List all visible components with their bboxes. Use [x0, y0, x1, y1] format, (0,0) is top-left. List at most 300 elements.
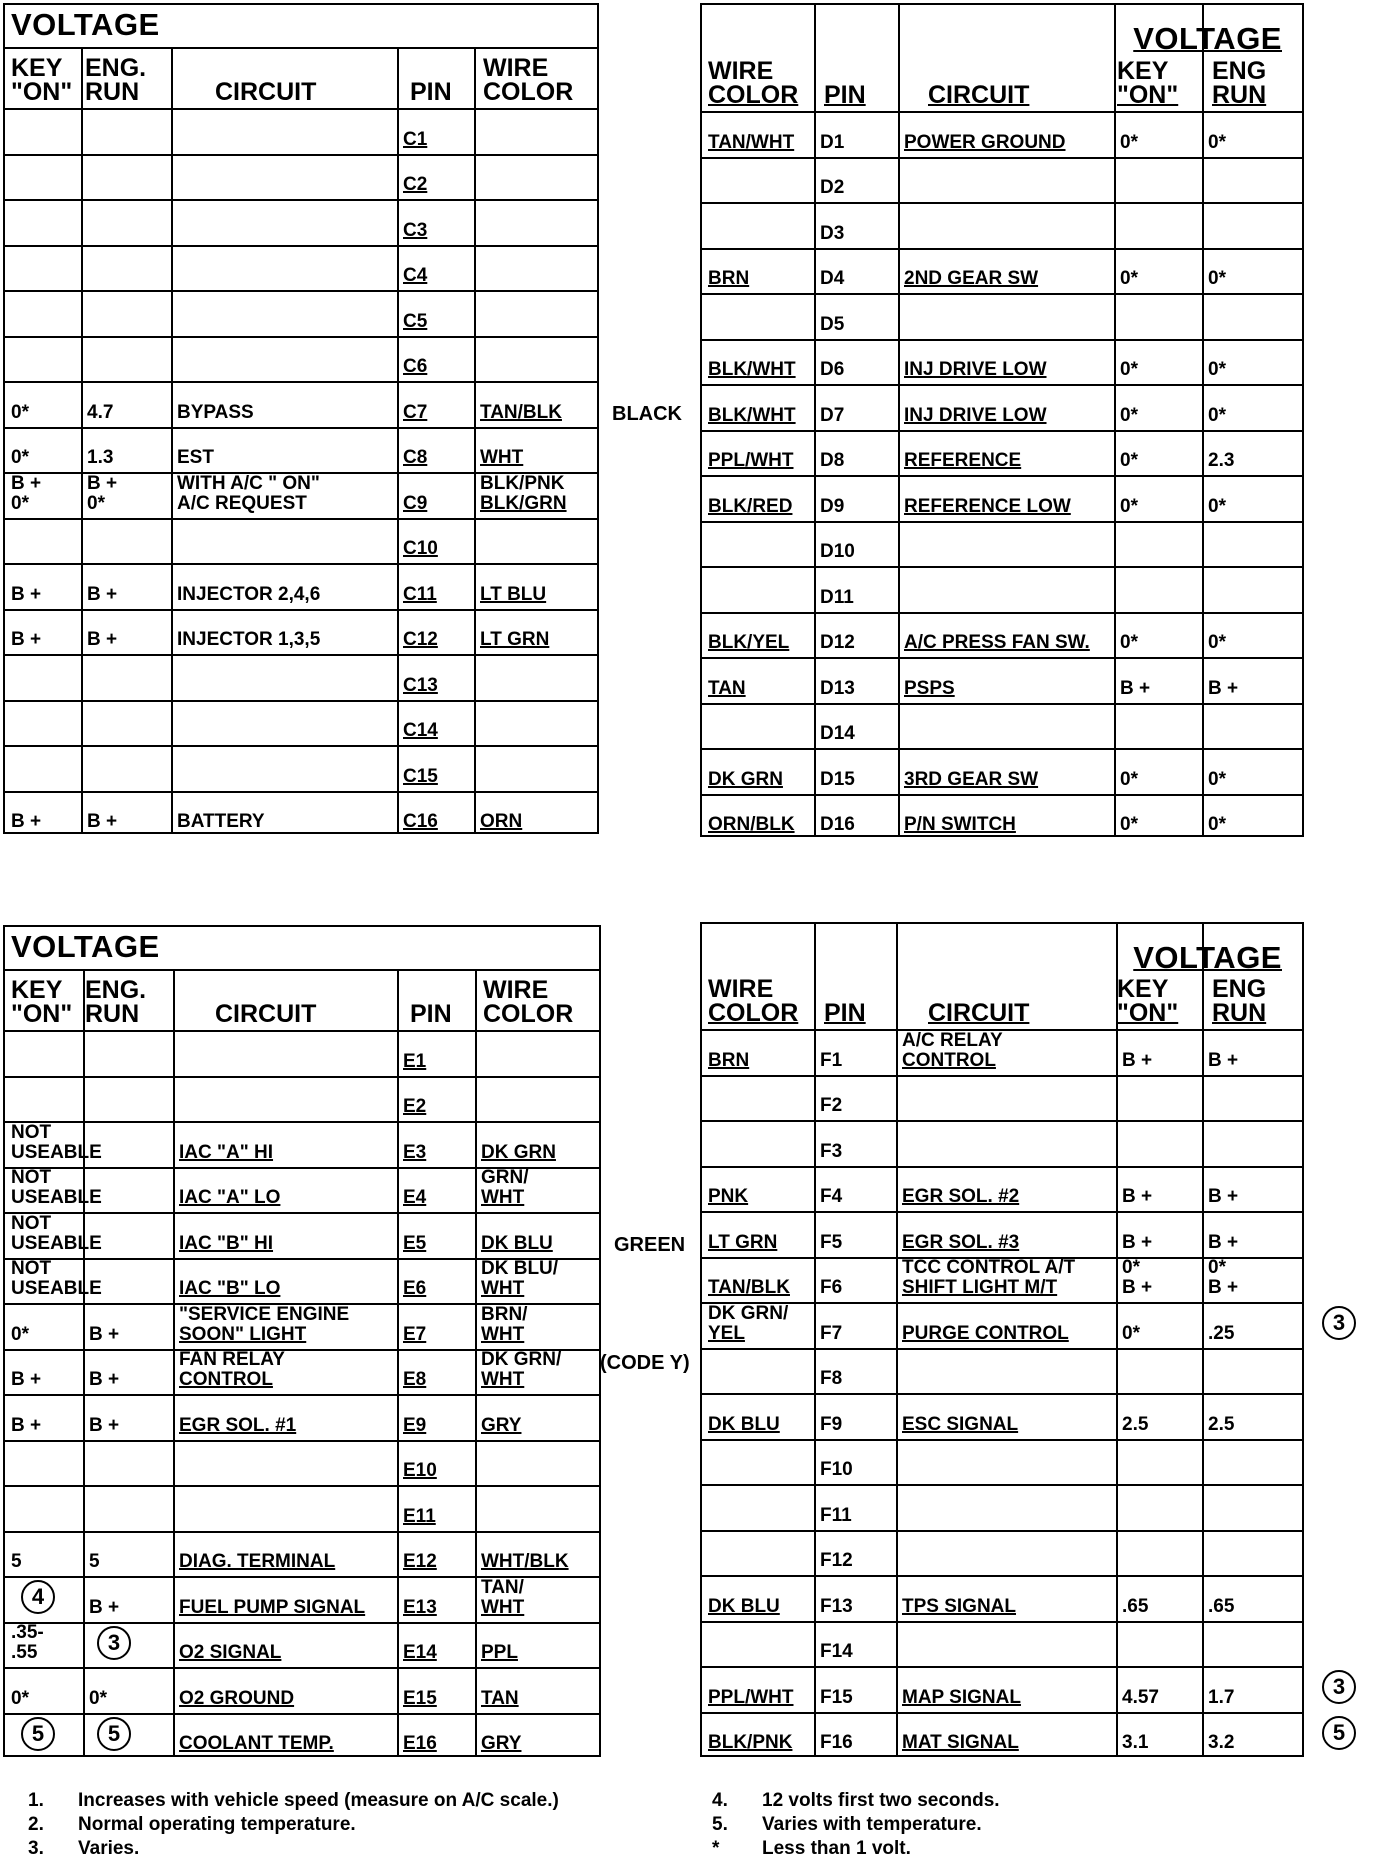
cell-line: 5 — [89, 1551, 100, 1572]
column-divider — [81, 47, 83, 832]
cell-pin — [403, 403, 427, 423]
cell-wire — [481, 1578, 524, 1618]
cell-wire — [708, 1187, 748, 1207]
cell-key — [1122, 1688, 1159, 1708]
cell-run — [89, 1552, 100, 1572]
cell-run — [89, 1598, 119, 1618]
cell-key — [11, 1168, 102, 1208]
header-label: PIN — [824, 999, 866, 1027]
cell-line: D15 — [820, 768, 855, 790]
cell-line: LT BLU — [480, 583, 547, 605]
cell-line: "SERVICE ENGINE — [179, 1303, 350, 1325]
cell-key — [11, 403, 29, 423]
cell-pin — [403, 1598, 437, 1618]
cell-line: E7 — [403, 1323, 427, 1345]
cell-line: B + — [1122, 1231, 1153, 1253]
cell-key — [11, 1416, 41, 1436]
cell-line: IAC "B" LO — [179, 1278, 281, 1299]
header-label: WIRE — [483, 54, 549, 82]
cell-line: YEL — [708, 1322, 745, 1344]
cell-line: PPL/WHT — [708, 1686, 794, 1708]
footnote-text: Increases with vehicle speed (measure on A/C scale.) — [78, 1790, 559, 1811]
cell-line: TCC CONTROL A/T — [902, 1257, 1076, 1278]
cell-line: 0* — [1120, 450, 1138, 471]
row-divider — [702, 339, 1302, 341]
cell-key — [1120, 360, 1138, 380]
cell-circuit — [179, 1143, 273, 1163]
column-divider — [397, 969, 399, 1755]
cell-line: D12 — [820, 632, 855, 653]
cell-circuit — [902, 1324, 1069, 1344]
cell-line: BRN/ — [481, 1303, 528, 1325]
cell-wire — [481, 1234, 553, 1254]
cell-line: USEABLE — [11, 1187, 102, 1208]
cell-pin — [820, 1369, 842, 1389]
cell-circuit — [904, 451, 1021, 471]
header-label: KEY — [11, 54, 63, 82]
cell-line: B + — [11, 629, 42, 650]
cell-line: P/N SWITCH — [904, 814, 1016, 835]
row-divider — [5, 654, 597, 656]
cell-pin — [403, 1461, 437, 1481]
cell-wire — [708, 1278, 790, 1298]
cell-run — [1208, 1187, 1238, 1207]
header-label: ENG. — [85, 54, 147, 82]
row-divider — [5, 1076, 599, 1078]
cell-line: 2ND GEAR SW — [904, 268, 1039, 289]
column-divider — [896, 924, 898, 1755]
cell-line: ESC SIGNAL — [902, 1413, 1019, 1435]
cell-pin — [403, 1052, 426, 1072]
cell-key — [11, 630, 41, 650]
cell-wire — [708, 133, 794, 153]
cell-line: 2.5 — [1208, 1413, 1235, 1435]
column-divider — [898, 5, 900, 835]
cell-wire — [480, 474, 567, 514]
cell-line: SOON" LIGHT — [179, 1323, 307, 1345]
cell-line: .65 — [1208, 1595, 1235, 1617]
cell-line: O2 SIGNAL — [179, 1642, 282, 1663]
cell-pin — [820, 542, 855, 562]
cell-pin — [820, 1233, 842, 1253]
cell-line: 0* — [1120, 404, 1138, 426]
cell-run — [1208, 1258, 1238, 1298]
footnote-number: 3. — [28, 1838, 44, 1859]
cell-key — [1122, 1051, 1152, 1071]
cell-line: C6 — [403, 356, 428, 377]
cell-line: 0* — [1208, 768, 1226, 790]
cell-run — [89, 1370, 119, 1390]
cell-pin — [403, 494, 427, 514]
cell-line: .35- — [11, 1622, 44, 1643]
cell-line: IAC "A" LO — [179, 1187, 281, 1208]
row-divider — [702, 1712, 1302, 1714]
cell-line: B + — [11, 1369, 42, 1390]
header-label: KEY — [1117, 975, 1169, 1003]
cell-line: 3.1 — [1122, 1732, 1149, 1753]
cell-line: C8 — [403, 447, 428, 468]
cell-line: B + — [11, 1414, 42, 1436]
cell-run — [1208, 1597, 1234, 1617]
row-divider — [702, 1075, 1302, 1077]
cell-pin — [820, 1460, 853, 1480]
cell-line: F12 — [820, 1550, 853, 1571]
cell-circuit — [904, 406, 1047, 426]
cell-line: B + — [11, 472, 42, 494]
header-label: WIRE — [708, 975, 774, 1003]
cell-circuit — [177, 812, 265, 832]
cell-line: E13 — [403, 1596, 437, 1618]
cell-line: D4 — [820, 268, 845, 289]
cell-line: 0* — [1208, 268, 1226, 289]
cell-line: B + — [11, 583, 42, 605]
row-divider — [5, 791, 597, 793]
cell-run — [1208, 1051, 1238, 1071]
cell-line: D7 — [820, 404, 845, 426]
cell-line: GRN/ — [481, 1167, 529, 1188]
cell-line: COOLANT TEMP. — [179, 1733, 334, 1754]
cell-line: EGR SOL. #1 — [179, 1414, 297, 1436]
cell-line: B + — [89, 1596, 120, 1618]
cell-line: C7 — [403, 401, 428, 423]
cell-key — [1122, 1415, 1148, 1435]
cell-line: F6 — [820, 1277, 843, 1298]
row-divider — [5, 563, 597, 565]
cell-line: C1 — [403, 128, 428, 150]
row-divider — [5, 245, 597, 247]
cell-pin — [820, 1733, 853, 1753]
cell-pin — [403, 221, 427, 241]
connector-color-black: BLACK — [612, 403, 682, 425]
note-circle: 5 — [21, 1717, 55, 1751]
cell-line: DK BLU — [708, 1595, 780, 1617]
cell-circuit — [179, 1643, 281, 1663]
cell-pin — [820, 1096, 842, 1116]
header-label: CIRCUIT — [215, 78, 317, 106]
cell-run — [1208, 133, 1226, 153]
cell-line: B + — [87, 583, 118, 605]
column-divider — [1202, 5, 1204, 835]
cell-pin — [820, 315, 844, 335]
header-label: RUN — [1212, 81, 1267, 109]
cell-pin — [403, 1689, 437, 1709]
cell-pin — [820, 1688, 853, 1708]
cell-line: EGR SOL. #3 — [902, 1231, 1020, 1253]
cell-circuit — [177, 585, 320, 605]
header-label: "ON" — [1117, 999, 1179, 1027]
cell-key — [11, 448, 29, 468]
cell-key — [1120, 269, 1138, 289]
row-divider — [702, 248, 1302, 250]
cell-key — [1120, 497, 1138, 517]
header-label: RUN — [85, 1000, 140, 1028]
cell-line: MAT SIGNAL — [902, 1732, 1019, 1753]
cell-line: INJ DRIVE LOW — [904, 404, 1047, 426]
row-divider — [702, 475, 1302, 477]
cell-line: WITH A/C " ON" — [177, 472, 320, 494]
row-divider — [702, 703, 1302, 705]
row-divider — [702, 1348, 1302, 1350]
cell-pin — [403, 1097, 426, 1117]
cell-line: C16 — [403, 811, 438, 832]
note-circle: 3 — [1322, 1670, 1356, 1704]
cell-run — [87, 403, 113, 423]
cell-circuit — [177, 474, 320, 514]
cell-pin — [820, 1642, 853, 1662]
cell-line: INJECTOR 1,3,5 — [177, 629, 321, 650]
cell-pin — [403, 448, 427, 468]
cell-line: WHT — [481, 1596, 525, 1618]
cell-key — [11, 474, 41, 514]
cell-line: .25 — [1208, 1322, 1235, 1344]
connector-c-table — [3, 3, 599, 834]
title-divider — [5, 969, 599, 971]
cell-circuit — [179, 1234, 273, 1254]
footnote-number: * — [712, 1838, 720, 1859]
row-divider — [702, 1530, 1302, 1532]
cell-wire — [481, 1259, 558, 1299]
cell-key — [1120, 133, 1138, 153]
header-label: "ON" — [11, 78, 73, 106]
header-label: COLOR — [483, 1000, 574, 1028]
cell-pin — [820, 1506, 852, 1526]
cell-line: ORN — [480, 811, 523, 832]
cell-run — [1208, 1233, 1238, 1253]
connector-color-green: GREEN — [614, 1234, 686, 1256]
row-divider — [5, 336, 597, 338]
cell-line: BLK/PNK — [480, 472, 565, 494]
footnote-text: Normal operating temperature. — [78, 1814, 356, 1835]
note-circle: 3 — [1322, 1306, 1356, 1340]
cell-key — [1120, 679, 1150, 699]
footnote-text: 12 volts first two seconds. — [762, 1790, 1000, 1811]
cell-line: E12 — [403, 1551, 437, 1572]
cell-pin — [403, 1234, 426, 1254]
cell-line: E16 — [403, 1733, 437, 1754]
cell-line: D2 — [820, 177, 845, 198]
cell-line: DIAG. TERMINAL — [179, 1551, 336, 1572]
cell-pin — [820, 815, 855, 835]
cell-line: B + — [1122, 1277, 1153, 1298]
footnote-text: Varies with temperature. — [762, 1814, 982, 1835]
cell-wire — [708, 815, 795, 835]
cell-line: A/C REQUEST — [177, 492, 307, 514]
voltage-title: VOLTAGE — [11, 7, 160, 42]
cell-pin — [403, 676, 438, 696]
cell-line: C15 — [403, 765, 438, 787]
cell-line: GRY — [481, 1414, 522, 1436]
cell-run — [1208, 497, 1226, 517]
cell-pin — [820, 588, 854, 608]
cell-line: C12 — [403, 629, 438, 650]
cell-line: B + — [1208, 1186, 1239, 1207]
cell-line: F9 — [820, 1413, 843, 1435]
cell-pin — [820, 1187, 842, 1207]
cell-line: BLK/GRN — [480, 492, 567, 514]
column-divider — [83, 969, 85, 1755]
cell-wire — [708, 1233, 777, 1253]
cell-line: USEABLE — [11, 1232, 102, 1254]
row-divider — [5, 427, 597, 429]
cell-line: 0* — [11, 401, 29, 423]
cell-pin — [403, 585, 437, 605]
cell-pin — [403, 812, 438, 832]
header-label: PIN — [824, 81, 866, 109]
row-divider — [5, 609, 597, 611]
cell-line: F14 — [820, 1641, 853, 1662]
cell-line: LT GRN — [708, 1231, 778, 1253]
cell-circuit — [177, 630, 320, 650]
code-note: (CODE Y) — [600, 1352, 690, 1374]
column-divider — [397, 47, 399, 832]
cell-line: B + — [1120, 677, 1151, 699]
cell-line: O2 GROUND — [179, 1687, 295, 1709]
row-divider — [5, 1394, 599, 1396]
cell-line: 0* — [1122, 1322, 1140, 1344]
cell-circuit — [904, 770, 1038, 790]
cell-line: DK BLU — [481, 1232, 553, 1254]
cell-line: A/C PRESS FAN SW. — [904, 632, 1090, 653]
cell-key — [1120, 406, 1138, 426]
cell-wire — [708, 679, 746, 699]
cell-line: CONTROL — [902, 1049, 996, 1071]
cell-pin — [820, 1415, 842, 1435]
row-divider — [702, 1120, 1302, 1122]
cell-line: 0* — [1120, 359, 1138, 380]
row-divider — [702, 202, 1302, 204]
cell-line: F8 — [820, 1368, 843, 1389]
header-label: KEY — [11, 976, 63, 1004]
row-divider — [702, 566, 1302, 568]
header-label: CIRCUIT — [928, 999, 1030, 1027]
cell-line: 4.7 — [87, 401, 114, 423]
cell-pin — [403, 1188, 426, 1208]
cell-pin — [820, 1051, 842, 1071]
cell-key — [1122, 1258, 1152, 1298]
cell-wire — [708, 1597, 780, 1617]
cell-pin — [403, 767, 438, 787]
cell-line: F5 — [820, 1231, 843, 1253]
cell-line: D3 — [820, 222, 845, 244]
cell-line: MAP SIGNAL — [902, 1686, 1021, 1708]
cell-run — [87, 448, 113, 468]
cell-line: B + — [1122, 1049, 1153, 1071]
cell-line: 0* — [1120, 268, 1138, 289]
cell-pin — [820, 1597, 853, 1617]
cell-line: BLK/WHT — [708, 359, 796, 380]
cell-line: 0* — [1208, 404, 1226, 426]
footnote-text: Less than 1 volt. — [762, 1838, 911, 1859]
header-label: CIRCUIT — [928, 81, 1030, 109]
cell-line: FAN RELAY — [179, 1349, 285, 1370]
header-label: ENG — [1212, 57, 1267, 85]
cell-line: WHT — [480, 447, 524, 468]
cell-key — [1122, 1187, 1152, 1207]
cell-wire — [708, 1415, 780, 1435]
cell-line: 0* — [1120, 131, 1138, 153]
cell-pin — [403, 1507, 436, 1527]
column-divider — [474, 47, 476, 832]
cell-line: WHT — [481, 1187, 525, 1208]
header-label: COLOR — [708, 999, 799, 1027]
cell-line: E14 — [403, 1642, 437, 1663]
cell-line: .65 — [1122, 1595, 1149, 1617]
header-divider — [702, 111, 1302, 113]
cell-circuit — [904, 679, 955, 699]
cell-circuit — [177, 448, 214, 468]
row-divider — [5, 381, 597, 383]
cell-wire — [708, 1733, 792, 1753]
cell-line: 0* — [1120, 768, 1138, 790]
cell-pin — [820, 1551, 853, 1571]
cell-pin — [403, 1552, 437, 1572]
row-divider — [702, 384, 1302, 386]
cell-line: NOT — [11, 1121, 52, 1143]
connector-e-table — [3, 925, 601, 1757]
row-divider — [702, 1666, 1302, 1668]
cell-circuit — [902, 1415, 1018, 1435]
cell-line: 0* — [1208, 495, 1226, 517]
cell-line: F11 — [820, 1504, 852, 1526]
header-divider — [5, 1030, 599, 1032]
cell-line: BLK/PNK — [708, 1732, 793, 1753]
column-divider — [475, 969, 477, 1755]
cell-line: INJECTOR 2,4,6 — [177, 583, 321, 605]
cell-line: BRN — [708, 1049, 750, 1071]
cell-line: 3.2 — [1208, 1732, 1235, 1753]
cell-line: D13 — [820, 677, 855, 699]
cell-run — [89, 1416, 119, 1436]
cell-line: 0* — [87, 492, 105, 514]
cell-line: 0* — [11, 492, 29, 514]
row-divider — [5, 1440, 599, 1442]
cell-pin — [820, 406, 844, 426]
cell-line: 0* — [1208, 632, 1226, 653]
cell-line: D14 — [820, 723, 855, 744]
row-divider — [702, 1621, 1302, 1623]
cell-line: CONTROL — [179, 1369, 273, 1390]
cell-line: 0* — [11, 447, 29, 468]
cell-wire — [708, 770, 783, 790]
cell-line: DK GRN — [481, 1141, 556, 1163]
cell-line: C10 — [403, 538, 438, 559]
cell-pin — [820, 360, 844, 380]
cell-circuit — [179, 1598, 365, 1618]
cell-line: B + — [87, 472, 118, 494]
cell-line: 2.5 — [1122, 1413, 1149, 1435]
cell-line: E11 — [403, 1505, 436, 1527]
cell-line: TAN/BLK — [480, 401, 562, 423]
row-divider — [702, 1484, 1302, 1486]
cell-pin — [820, 224, 844, 244]
cell-circuit — [902, 1733, 1019, 1753]
cell-pin — [403, 266, 427, 286]
cell-wire — [480, 403, 562, 423]
row-divider — [702, 1575, 1302, 1577]
cell-line: D10 — [820, 541, 855, 562]
cell-circuit — [179, 1552, 335, 1572]
cell-circuit — [904, 633, 1090, 653]
cell-run — [1208, 451, 1234, 471]
cell-line: F1 — [820, 1049, 843, 1071]
cell-wire — [481, 1350, 561, 1390]
cell-wire — [481, 1168, 529, 1208]
header-label: KEY — [1117, 57, 1169, 85]
title-divider — [5, 47, 597, 49]
cell-line: 3RD GEAR SW — [904, 768, 1039, 790]
cell-circuit — [179, 1350, 285, 1390]
row-divider — [702, 157, 1302, 159]
